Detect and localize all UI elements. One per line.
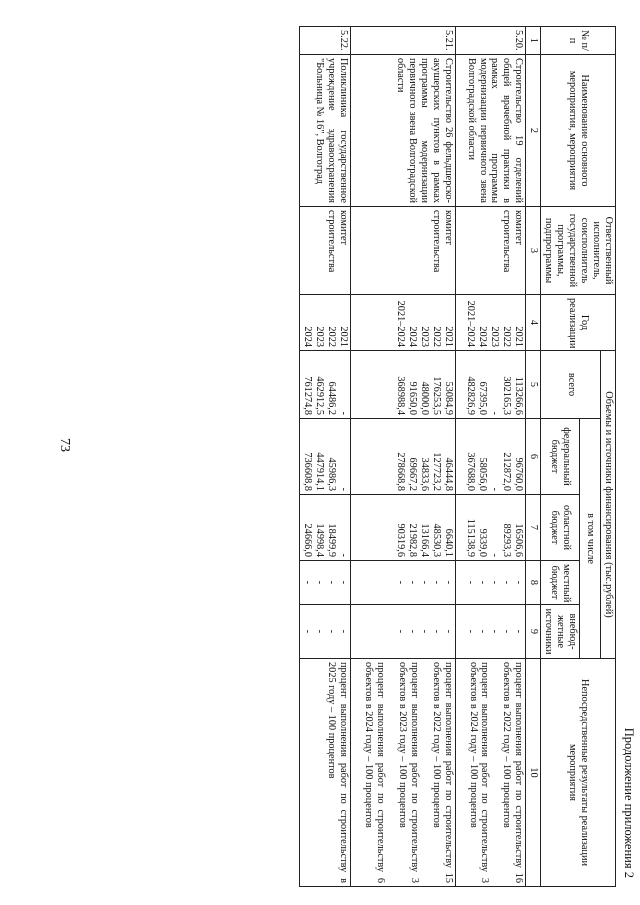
- regional-amount: [455, 495, 526, 561]
- local-amount: [455, 561, 526, 605]
- column-number: 6: [526, 419, 541, 495]
- year-list-value: 2024: [477, 326, 489, 347]
- extra-amount-value: -: [501, 629, 513, 634]
- total-amount-value: 368988,4: [394, 376, 406, 415]
- extra-amount-value: -: [406, 629, 418, 634]
- federal-amount-value: 447914,1: [314, 452, 325, 491]
- local-amount: [300, 561, 351, 605]
- result-text: [300, 659, 351, 887]
- local-amount-value: -: [489, 580, 501, 585]
- extra-amount-value: -: [302, 629, 313, 634]
- total-amount: [300, 351, 351, 419]
- federal-amount-value: 46444,8: [442, 457, 454, 491]
- local-amount-value: -: [513, 580, 525, 585]
- extra-amount-value: -: [338, 629, 349, 634]
- extra-amount-value: -: [430, 629, 442, 634]
- header-result: Непосредственные результаты реализации мероприятия: [541, 659, 616, 887]
- measure-name: Строительство 19 отделений общей врачебной практики в рамках программы модернизации первичного звена Волгоградской области: [455, 55, 526, 207]
- table-row: [351, 27, 456, 887]
- column-number: 3: [526, 207, 541, 295]
- year-list-value: 2021: [338, 326, 349, 347]
- table-row: [455, 27, 526, 887]
- extra-amount-value: -: [477, 629, 489, 634]
- total-amount-value: 67395,0: [477, 381, 489, 415]
- total-amount: [351, 351, 456, 419]
- local-amount-value: -: [418, 580, 430, 585]
- column-number: 10: [526, 659, 541, 887]
- local-amount-value: -: [326, 580, 337, 585]
- extra-amount-value: -: [394, 629, 406, 634]
- regional-amount-value: 90319,6: [394, 523, 406, 557]
- federal-amount-value: 34833,6: [418, 457, 430, 491]
- regional-amount-value: -: [489, 553, 501, 557]
- year-list: [455, 295, 526, 351]
- local-amount-value: -: [430, 580, 442, 585]
- row-number: 5.20.: [455, 27, 526, 55]
- federal-amount: [351, 419, 456, 495]
- page-number: 73: [57, 438, 72, 452]
- result-text-value: процент выполнения работ по строительству 3 объектов в 2023 году – 100 процентов: [396, 662, 420, 884]
- measure-name: Строительство 26 фельдшерско-акушерских пунктов в рамках программы модернизации первичного звена Волгоградской области: [351, 55, 456, 207]
- responsible-executor: комитет строительства: [455, 207, 526, 295]
- responsible-executor: комитет строительства: [351, 207, 456, 295]
- total-amount-value: 302165,3: [501, 376, 513, 415]
- year-list-value: 2022: [430, 326, 442, 347]
- year-list: [351, 295, 456, 351]
- local-amount: [351, 561, 456, 605]
- local-amount-value: -: [477, 580, 489, 585]
- total-amount: [455, 351, 526, 419]
- header-num: № п/п: [541, 27, 616, 55]
- header-year: Год реализации: [541, 295, 616, 351]
- regional-amount-value: 6640,1: [442, 528, 454, 557]
- header-funding: Объемы и источники финансирования (тыс.рублей): [601, 351, 616, 659]
- regional-amount-value: 14998,4: [314, 523, 325, 557]
- funding-table: [299, 26, 616, 887]
- regional-amount-value: 9339,0: [477, 528, 489, 557]
- year-list-value: 2022: [326, 326, 337, 347]
- total-amount-value: 64486,2: [326, 381, 337, 415]
- local-amount-value: -: [501, 580, 513, 585]
- total-amount-value: 761274,8: [302, 376, 313, 415]
- federal-amount-value: -: [489, 487, 501, 491]
- year-list-value: 2023: [418, 326, 430, 347]
- local-amount-value: -: [465, 580, 477, 585]
- federal-amount-value: 69667,2: [406, 457, 418, 491]
- column-number: 7: [526, 495, 541, 561]
- result-text-value: процент выполнения работ по строительству 3 объектов в 2024 году – 100 процентов: [467, 662, 491, 884]
- federal-amount-value: 278668,8: [394, 452, 406, 491]
- federal-amount-value: 96760,0: [513, 457, 525, 491]
- total-amount-value: 113266,6: [513, 376, 525, 415]
- table-body: [300, 27, 526, 887]
- federal-amount-value: 45986,3: [326, 457, 337, 491]
- year-list-value: 2024: [406, 326, 418, 347]
- total-amount-value: -: [489, 411, 501, 415]
- federal-amount-value: -: [338, 487, 349, 491]
- year-list-value: 2022: [501, 326, 513, 347]
- regional-amount-value: 24666,0: [302, 523, 313, 557]
- local-amount-value: -: [314, 580, 325, 585]
- federal-amount-value: 367688,0: [465, 452, 477, 491]
- responsible-executor: комитет строительства: [300, 207, 351, 295]
- table-row: [300, 27, 351, 887]
- year-list-value: 2021: [513, 326, 525, 347]
- total-amount-value: -: [338, 411, 349, 415]
- extra-amount: [351, 605, 456, 659]
- federal-amount: [300, 419, 351, 495]
- extra-amount: [455, 605, 526, 659]
- extra-amount-value: -: [326, 629, 337, 634]
- measure-name: Поликлиника государственное учреждение здравоохранения "Больница № 16", Волгоград: [300, 55, 351, 207]
- year-list-value: 2021–2024: [394, 300, 406, 347]
- header-local: местный бюджет: [541, 561, 580, 605]
- extra-amount-value: -: [465, 629, 477, 634]
- year-list-value: 2024: [302, 326, 313, 347]
- total-amount-value: 462912,5: [314, 376, 325, 415]
- extra-amount: [300, 605, 351, 659]
- result-text-value: процент выполнения работ по строительству 16 объектов в 2022 году – 100 процентов: [501, 662, 525, 884]
- header-extra: внебюд-жетные источники: [541, 605, 580, 659]
- local-amount-value: -: [442, 580, 454, 585]
- regional-amount-value: 115138,9: [465, 518, 477, 557]
- column-number: 5: [526, 351, 541, 419]
- column-number: 8: [526, 561, 541, 605]
- year-list-value: 2021: [442, 326, 454, 347]
- column-number: 9: [526, 605, 541, 659]
- rotated-page-content: [88, 26, 636, 886]
- year-list: [300, 295, 351, 351]
- local-amount-value: -: [302, 580, 313, 585]
- regional-amount-value: 13166,4: [418, 523, 430, 557]
- column-number: 2: [526, 55, 541, 207]
- header-name: Наименование основного мероприятия, мероприятия: [541, 55, 616, 207]
- header-including: в том числе: [580, 419, 601, 659]
- local-amount-value: -: [394, 580, 406, 585]
- year-list-value: 2023: [489, 326, 501, 347]
- regional-amount: [351, 495, 456, 561]
- federal-amount-value: 58056,0: [477, 457, 489, 491]
- row-number: 5.21.: [351, 27, 456, 55]
- total-amount-value: 53084,9: [442, 381, 454, 415]
- federal-amount-value: 127723,2: [430, 452, 442, 491]
- column-numbers-row: [526, 27, 541, 887]
- total-amount-value: 91650,0: [406, 381, 418, 415]
- extra-amount-value: -: [314, 629, 325, 634]
- header-federal: федеральный бюджет: [541, 419, 580, 495]
- regional-amount-value: 48530,3: [430, 523, 442, 557]
- column-number: 1: [526, 27, 541, 55]
- federal-amount: [455, 419, 526, 495]
- header-executor: Ответственный исполнитель, соисполнитель государственной программы, подпрограммы: [541, 207, 616, 295]
- result-text: [455, 659, 526, 887]
- appendix-title: Продолжение приложения 2: [622, 727, 636, 878]
- result-text-value: процент выполнения работ по строительству 6 объектов в 2024 году – 100 процентов: [362, 662, 386, 884]
- year-list-value: 2023: [314, 326, 325, 347]
- extra-amount-value: -: [513, 629, 525, 634]
- total-amount-value: 176253,5: [430, 376, 442, 415]
- year-list-value: 2021–2024: [465, 300, 477, 347]
- regional-amount-value: 18499,9: [326, 523, 337, 557]
- total-amount-value: 48000,0: [418, 381, 430, 415]
- total-amount-value: 482826,9: [465, 376, 477, 415]
- header-regional: областной бюджет: [541, 495, 580, 561]
- local-amount-value: -: [338, 580, 349, 585]
- result-text: [351, 659, 456, 887]
- regional-amount-value: 16506,6: [513, 523, 525, 557]
- column-number: 4: [526, 295, 541, 351]
- extra-amount-value: -: [442, 629, 454, 634]
- row-number: 5.22.: [300, 27, 351, 55]
- extra-amount-value: -: [489, 629, 501, 634]
- federal-amount-value: 212872,0: [501, 452, 513, 491]
- extra-amount-value: -: [418, 629, 430, 634]
- regional-amount-value: 89293,3: [501, 523, 513, 557]
- regional-amount-value: 21982,8: [406, 523, 418, 557]
- regional-amount-value: -: [338, 553, 349, 557]
- result-text-value: процент выполнения работ по строительству 15 объектов в 2022 году – 100 процентов: [430, 662, 454, 884]
- local-amount-value: -: [406, 580, 418, 585]
- federal-amount-value: 736608,8: [302, 452, 313, 491]
- header-total: всего: [541, 351, 601, 419]
- result-text-value: процент выполнения работ по строительству в 2025 году – 100 процентов: [326, 662, 349, 884]
- regional-amount: [300, 495, 351, 561]
